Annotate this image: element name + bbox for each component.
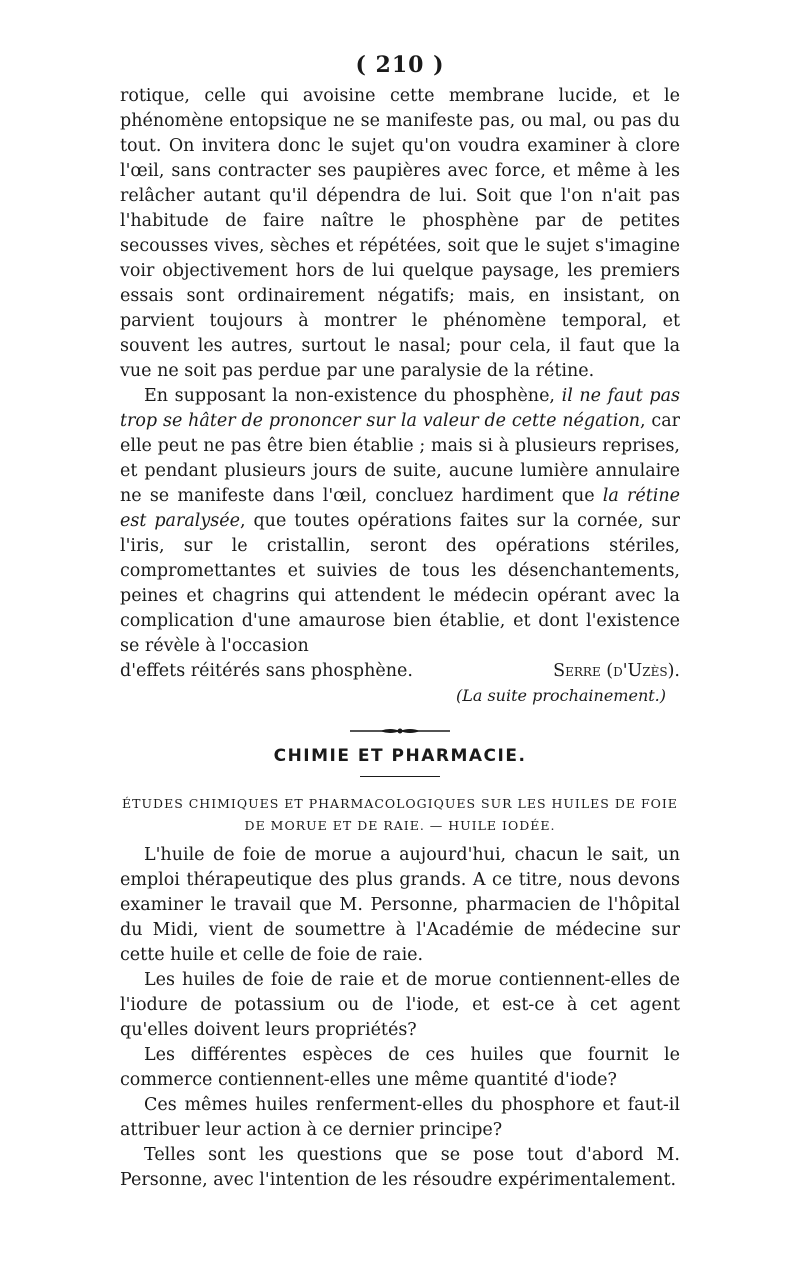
paragraph-2-italic-2: la rétine est paralysée — [120, 486, 680, 531]
article-title — [120, 793, 680, 837]
paragraph-1: rotique, celle qui avoisine cette membrane lucide, et le phénomène entopsique ne se manifeste pas, ou mal, ou pas du tout. On invitera donc le sujet qu'on voudra examiner à clore l'œil, sans contracter ses paupières avec force, et même à les relâcher autant qu'il dépendra de lui. Soit que l'on n'ait pas l'habitude de faire naître le phosphène par de petites secousses vives, sèches et répétées, soit que le sujet s'imagine voir objectivement hors de lui quelque paysage, les premiers essais sont ordinairement négatifs; mais, en insistant, on parvient toujours à montrer le phénomène temporal, et souvent les autres, surtout le nasal; pour cela, il faut que la vue ne soit pas perdue par une paralysie de la rétine. — [120, 86, 680, 381]
page-number: ( 210 ) — [355, 52, 445, 78]
paragraph-4: Les huiles de foie de raie et de morue contiennent-elles de l'iodure de potassium ou de l'iode, et est-ce à cet agent qu'elles doivent leurs propriétés? — [120, 970, 680, 1040]
article-title-line-2: DE MORUE ET DE RAIE. — HUILE IODÉE. — [244, 818, 556, 833]
ornament-divider — [120, 726, 680, 736]
signature-line — [120, 659, 680, 684]
author-signature: Serre (d'Uzès). — [553, 661, 680, 681]
paragraph-2-last-line: d'effets réitérés sans phosphène. — [120, 661, 413, 681]
continued-note: (La suite prochainement.) — [455, 686, 666, 705]
paragraph-5: Les différentes espèces de ces huiles que fournit le commerce contiennent-elles une même quantité d'iode? — [120, 1045, 680, 1090]
heading-rule — [360, 776, 440, 777]
paragraph-2-italic-1: il ne faut pas trop se hâter de prononcer sur la valeur de cette négation — [120, 386, 680, 431]
ornament-divider-icon — [350, 726, 450, 736]
paragraph-2 — [120, 384, 680, 659]
article-title-line-1: ÉTUDES CHIMIQUES ET PHARMACOLOGIQUES SUR LES HUILES DE FOIE — [122, 796, 678, 811]
paragraph-2-text-2: , car elle peut ne pas être bien établie ; mais si à plusieurs reprises, et pendant plusieurs jours de suite, aucune lumière annulaire ne se manifeste dans l'œil, concluez hardiment que — [120, 411, 681, 506]
page — [120, 52, 680, 1193]
paragraph-2-text-3: , que toutes opérations faites sur la cornée, sur l'iris, sur le cristallin, seront des opérations stériles, compromettantes et suivies de tous les désenchantements, peines et chagrins qui attendent le médecin opérant avec la complication d'une amaurose bien établie, et dont l'existence se révèle à l'occasion — [120, 511, 680, 656]
paragraph-2-text-1: En supposant la non-existence du phosphène, — [144, 386, 562, 406]
paragraph-3: L'huile de foie de morue a aujourd'hui, chacun le sait, un emploi thérapeutique des plus grands. A ce titre, nous devons examiner le travail que M. Personne, pharmacien de l'hôpital du Midi, vient de soumettre à l'Académie de médecine sur cette huile et celle de foie de raie. — [120, 845, 680, 965]
paragraph-6: Ces mêmes huiles renferment-elles du phosphore et faut-il attribuer leur action à ce dernier principe? — [120, 1095, 680, 1140]
paragraph-7: Telles sont les questions que se pose tout d'abord M. Personne, avec l'intention de les résoudre expérimentalement. — [120, 1145, 680, 1190]
section-heading: CHIMIE ET PHARMACIE. — [273, 746, 527, 766]
